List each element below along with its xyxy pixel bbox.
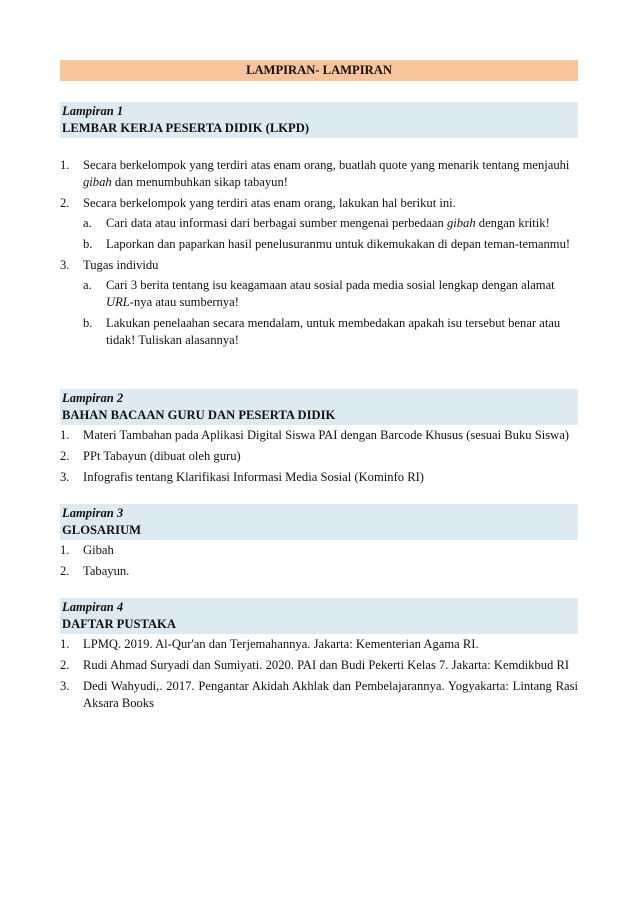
sub-list — [83, 215, 578, 253]
list-item: 1. LPMQ. 2019. Al-Qur'an dan Terjemahannya. Jakarta: Kementerian Agama RI. — [60, 637, 479, 651]
sub-list-letter: b. — [83, 316, 93, 330]
section-label: Lampiran 4 — [62, 600, 124, 614]
list-item: 1. Secara berkelompok yang terdiri atas enam orang, buatlah quote yang menarik tentang menjauhi gibah dan menumbuhkan sikap tabayun! — [60, 158, 570, 189]
list-item: 2. PPt Tabayun (dibuat oleh guru) — [60, 449, 241, 463]
glossary-list — [60, 542, 578, 580]
list-number: 3. — [60, 258, 70, 272]
sub-list-item: a. Cari data atau informasi dari berbagai sumber mengenai perbedaan gibah dengan kritik! — [83, 216, 550, 230]
sub-list-item: b. Lakukan penelaahan secara mendalam, untuk membedakan apakah isu tersebut benar atau tidak! Tuliskan alasannya! — [83, 316, 561, 347]
appendix-banner: LAMPIRAN- LAMPIRAN — [60, 60, 578, 81]
section-header-lampiran-4 — [60, 598, 578, 634]
sub-list-letter: a. — [83, 278, 92, 292]
list-item: 1. Materi Tambahan pada Aplikasi Digital Siswa PAI dengan Barcode Khusus (sesuai Buku Siswa) — [60, 428, 570, 442]
section-label: Lampiran 3 — [62, 506, 124, 520]
list-number: 1. — [60, 158, 70, 172]
section-title: DAFTAR PUSTAKA — [62, 617, 176, 631]
section-label: Lampiran 1 — [62, 104, 124, 118]
sub-list-item: b. Laporkan dan paparkan hasil penelusuranmu untuk dikemukakan di depan teman-temanmu! — [83, 237, 571, 251]
lkpd-list — [60, 157, 578, 349]
list-item: 1. Gibah — [60, 543, 114, 557]
bibliography-list — [60, 636, 578, 712]
section-header-lampiran-2 — [60, 389, 578, 425]
section-header-lampiran-1 — [60, 102, 578, 138]
sub-list — [83, 277, 578, 349]
section-title: GLOSARIUM — [62, 523, 142, 537]
list-item: 2. Secara berkelompok yang terdiri atas enam orang, lakukan hal berikut ini. a. Cari data atau informasi dari berbagai sumber mengenai perbedaan gibah dengan kritik! b. Laporkan dan paparkan hasil penelusuranmu untuk dikemukakan di depan teman-temanmu! — [60, 195, 578, 253]
sub-list-letter: a. — [83, 216, 92, 230]
sub-list-item: a. Cari 3 berita tentang isu keagamaan atau sosial pada media sosial lengkap dengan alamat URL-nya atau sumbernya! — [83, 278, 555, 309]
list-item: 2. Tabayun. — [60, 564, 130, 578]
list-number: 2. — [60, 196, 70, 210]
page-content — [60, 60, 578, 716]
section-title: LEMBAR KERJA PESERTA DIDIK (LKPD) — [62, 121, 310, 135]
list-item: 3. Tugas individu a. Cari 3 berita tentang isu keagamaan atau sosial pada media sosial lengkap dengan alamat URL-nya atau sumbernya! b. Lakukan penelaahan secara mendalam, untuk membedakan apakah isu tersebut benar atau tidak! Tuliskan alasannya! — [60, 257, 578, 349]
reading-material-list — [60, 427, 578, 486]
sub-list-letter: b. — [83, 237, 93, 251]
section-header-lampiran-3 — [60, 504, 578, 540]
section-label: Lampiran 2 — [62, 391, 124, 405]
list-item: 3. Infografis tentang Klarifikasi Informasi Media Sosial (Kominfo RI) — [60, 470, 424, 484]
list-item: 2. Rudi Ahmad Suryadi dan Sumiyati. 2020. PAI dan Budi Pekerti Kelas 7. Jakarta: Kemdikbud RI — [60, 658, 570, 672]
section-title: BAHAN BACAAN GURU DAN PESERTA DIDIK — [62, 408, 336, 422]
list-item: 3. Dedi Wahyudi,. 2017. Pengantar Akidah Akhlak dan Pembelajarannya. Yogyakarta: Lintang Rasi Aksara Books — [60, 679, 578, 710]
